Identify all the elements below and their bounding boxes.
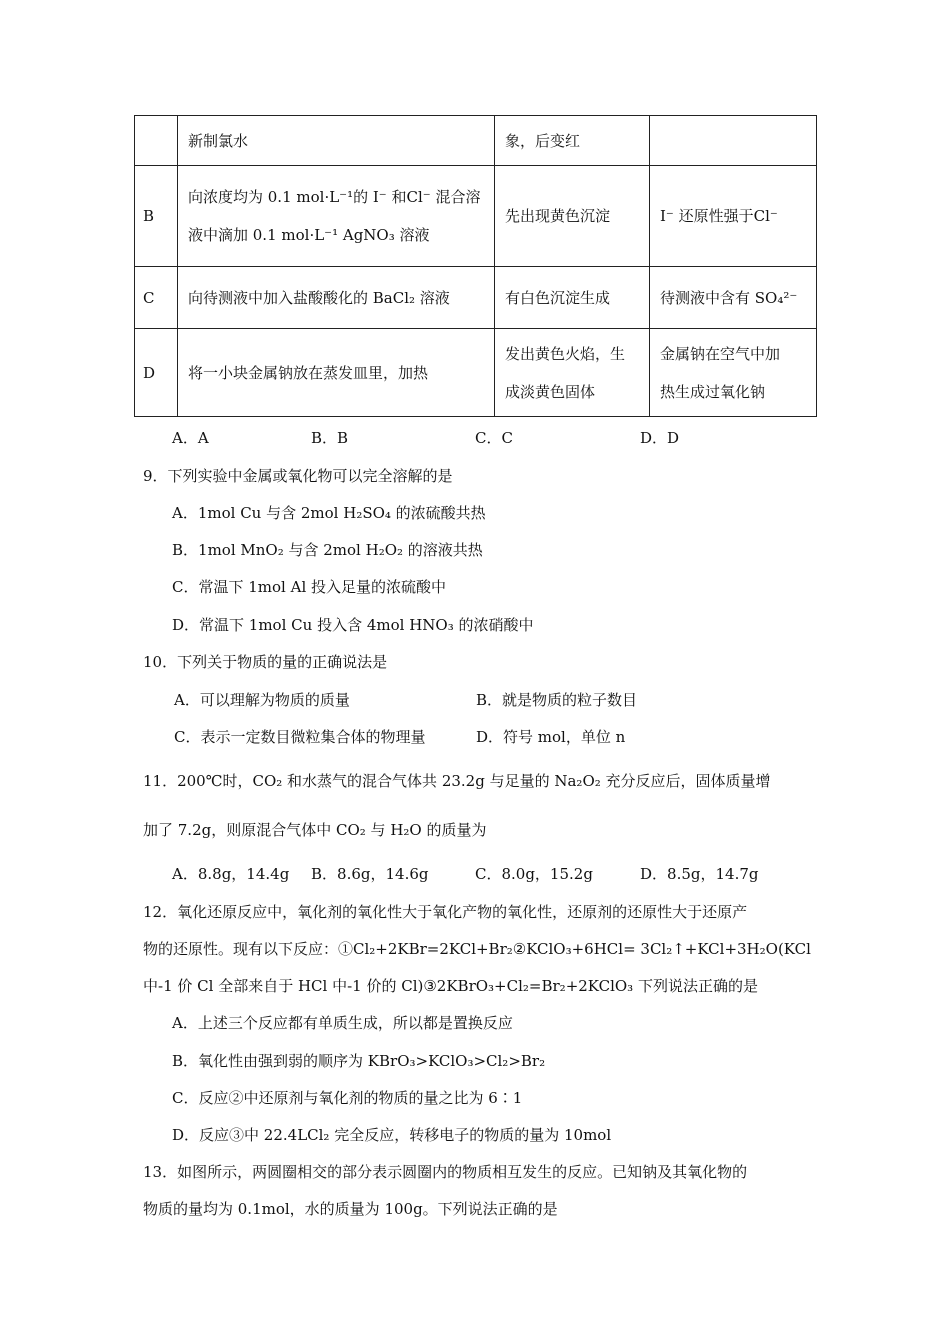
q12-stem-line: 物的还原性。现有以下反应：①Cl₂+2KBr=2KCl+Br₂②KClO₃+6HCl= 3Cl₂↑+KCl+3H₂O(KCl (143, 940, 811, 958)
q12-option-d[interactable]: D．反应③中 22.4LCl₂ 完全反应，转移电子的物质的量为 10mol (172, 1126, 612, 1144)
q11-option-d[interactable]: D．8.5g，14.7g (640, 865, 759, 883)
row-operation (178, 166, 495, 267)
row-phenomenon: 象，后变红 (495, 116, 650, 166)
row-label (135, 116, 178, 166)
answer-option-a[interactable]: A．A (172, 429, 209, 447)
q9-option-d[interactable]: D．常温下 1mol Cu 投入含 4mol HNO₃ 的浓硝酸中 (172, 616, 534, 634)
q9-option-a[interactable]: A．1mol Cu 与含 2mol H₂SO₄ 的浓硫酸共热 (172, 504, 486, 522)
answer-option-d[interactable]: D．D (640, 429, 680, 447)
q12-stem-line: 12．氧化还原反应中，氧化剂的氧化性大于氧化产物的氧化性，还原剂的还原性大于还原产 (143, 903, 748, 921)
table-row (135, 166, 817, 267)
row-phenomenon-line: 成淡黄色固体 (505, 382, 596, 401)
q12-option-b[interactable]: B．氧化性由强到弱的顺序为 KBrO₃>KClO₃>Cl₂>Br₂ (172, 1052, 546, 1070)
q13-stem-line: 13．如图所示，两圆圈相交的部分表示圆圈内的物质相互发生的反应。已知钠及其氧化物的 (143, 1163, 748, 1181)
table-row (135, 116, 817, 166)
q11-stem-line: 加了 7.2g，则原混合气体中 CO₂ 与 H₂O 的质量为 (143, 821, 487, 839)
q9-stem: 9．下列实验中金属或氧化物可以完全溶解的是 (143, 467, 453, 485)
q11-option-c[interactable]: C．8.0g，15.2g (475, 865, 593, 883)
row-conclusion-line: 热生成过氧化钠 (660, 382, 766, 401)
row-operation: 新制氯水 (178, 116, 495, 166)
row-phenomenon: 有白色沉淀生成 (495, 267, 650, 329)
row-label: D (135, 329, 178, 417)
row-conclusion (650, 116, 817, 166)
row-phenomenon (495, 329, 650, 417)
row-operation-line: 液中滴加 0.1 mol·L⁻¹ AgNO₃ 溶液 (188, 226, 430, 244)
table-row (135, 267, 817, 329)
q13-stem-line: 物质的量均为 0.1mol，水的质量为 100g。下列说法正确的是 (143, 1200, 558, 1218)
row-label: C (135, 267, 178, 329)
q11-option-b[interactable]: B．8.6g，14.6g (311, 865, 429, 883)
row-operation: 将一小块金属钠放在蒸发皿里，加热 (178, 329, 495, 417)
q10-stem: 10．下列关于物质的量的正确说法是 (143, 653, 388, 671)
q9-option-b[interactable]: B．1mol MnO₂ 与含 2mol H₂O₂ 的溶液共热 (172, 541, 483, 559)
q11-stem-line: 11．200℃时，CO₂ 和水蒸气的混合气体共 23.2g 与足量的 Na₂O₂ 充分反应后，固体质量增 (143, 772, 771, 790)
answer-option-c[interactable]: C．C (475, 429, 513, 447)
experiment-table (134, 115, 817, 417)
q10-option-c[interactable]: C．表示一定数目微粒集合体的物理量 (174, 728, 426, 746)
q11-option-a[interactable]: A．8.8g，14.4g (172, 865, 290, 883)
row-operation: 向待测液中加入盐酸酸化的 BaCl₂ 溶液 (178, 267, 495, 329)
q12-option-a[interactable]: A．上述三个反应都有单质生成，所以都是置换反应 (172, 1014, 513, 1032)
row-operation-line: 向浓度均为 0.1 mol·L⁻¹的 I⁻ 和Cl⁻ 混合溶 (188, 188, 481, 206)
q10-option-a[interactable]: A．可以理解为物质的质量 (174, 691, 350, 709)
q12-stem-line: 中-1 价 Cl 全部来自于 HCl 中-1 价的 Cl)③2KBrO₃+Cl₂=Br₂+2KClO₃ 下列说法正确的是 (143, 977, 758, 995)
row-conclusion: I⁻ 还原性强于Cl⁻ (650, 166, 817, 267)
q9-option-c[interactable]: C．常温下 1mol Al 投入足量的浓硫酸中 (172, 578, 447, 596)
table-row (135, 329, 817, 417)
row-phenomenon: 先出现黄色沉淀 (495, 166, 650, 267)
q12-option-c[interactable]: C．反应②中还原剂与氧化剂的物质的量之比为 6∶1 (172, 1089, 523, 1107)
row-phenomenon-line: 发出黄色火焰，生 (505, 344, 626, 363)
row-conclusion-line: 金属钠在空气中加 (660, 344, 781, 363)
row-conclusion (650, 329, 817, 417)
row-label: B (135, 166, 178, 267)
q10-option-b[interactable]: B．就是物质的粒子数目 (476, 691, 638, 709)
answer-option-b[interactable]: B．B (311, 429, 349, 447)
row-conclusion: 待测液中含有 SO₄²⁻ (650, 267, 817, 329)
q10-option-d[interactable]: D．符号 mol，单位 n (476, 728, 626, 746)
